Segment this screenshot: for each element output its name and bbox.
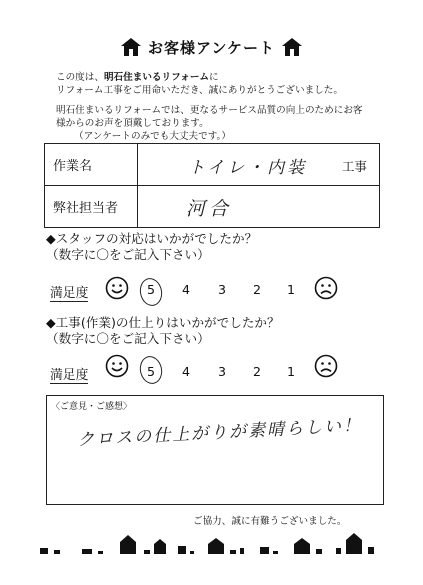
smiley-face-icon [105, 354, 129, 378]
satisfaction-label: 満足度 [50, 282, 88, 302]
work-name-value: トイレ・内装 [188, 158, 308, 178]
rating-option-4[interactable]: 4 [182, 364, 191, 379]
work-name-field[interactable] [138, 144, 380, 186]
purpose-line-1: 明石住まいるリフォームでは、更なるサービス品質の向上のためにお客 [56, 105, 363, 116]
comment-label: 〈ご意見・ご感想〉 [51, 402, 133, 412]
question-1: ◆スタッフの対応はいかがでしたか？ [46, 231, 258, 246]
info-table [44, 143, 380, 228]
question-1-instruction: （数字に〇をご記入下さい） [46, 247, 210, 262]
purpose-line-2: 様からのお声を頂戴しております。 [56, 118, 209, 129]
rating-scale-2 [50, 354, 350, 384]
rating-option-4[interactable]: 4 [182, 282, 191, 297]
work-name-row [45, 144, 380, 186]
satisfaction-label: 満足度 [50, 364, 88, 384]
sad-face-icon [314, 276, 338, 300]
staff-label: 弊社担当者 [45, 186, 138, 228]
rating-option-2[interactable]: 2 [253, 282, 262, 297]
closing-message: ご協力、誠に有難うございました。 [193, 516, 347, 527]
company-name: 明石住まいるリフォーム [103, 72, 210, 83]
work-suffix: 工事 [341, 159, 367, 174]
question-2-instruction: （数字に〇をご記入下さい） [46, 331, 210, 346]
staff-value: 河合 [186, 198, 233, 220]
work-name-label: 作業名 [45, 144, 138, 186]
rating-option-2[interactable]: 2 [253, 364, 262, 379]
rating-option-5[interactable]: 5 [147, 364, 156, 379]
intro-line-1: この度は、明石住まいるリフォームに [56, 72, 219, 83]
rating-option-1[interactable]: 1 [287, 364, 296, 379]
rating-option-3[interactable]: 3 [218, 364, 227, 379]
question-2: ◆工事(作業)の仕上りはいかがでしたか？ [46, 315, 280, 330]
title-row [0, 34, 423, 60]
smiley-face-icon [105, 276, 129, 300]
intro-line-2: リフォーム工事をご用命いただき、誠にありがとうございました。 [56, 85, 343, 96]
purpose-line-3: （アンケートのみでも大丈夫です。） [74, 131, 231, 142]
rating-option-5[interactable]: 5 [147, 282, 156, 297]
page-title: お客様アンケート [147, 38, 276, 57]
sad-face-icon [314, 354, 338, 378]
comment-box[interactable] [46, 395, 384, 505]
house-icon [281, 37, 303, 57]
town-silhouette-decoration [40, 530, 383, 556]
staff-field[interactable] [138, 186, 380, 228]
rating-option-3[interactable]: 3 [218, 282, 227, 297]
rating-option-1[interactable]: 1 [287, 282, 296, 297]
staff-row [45, 186, 380, 228]
house-icon [120, 37, 142, 57]
rating-scale-1 [50, 276, 350, 306]
comment-text: クロスの仕上がりが素晴らしい！ [76, 415, 363, 451]
